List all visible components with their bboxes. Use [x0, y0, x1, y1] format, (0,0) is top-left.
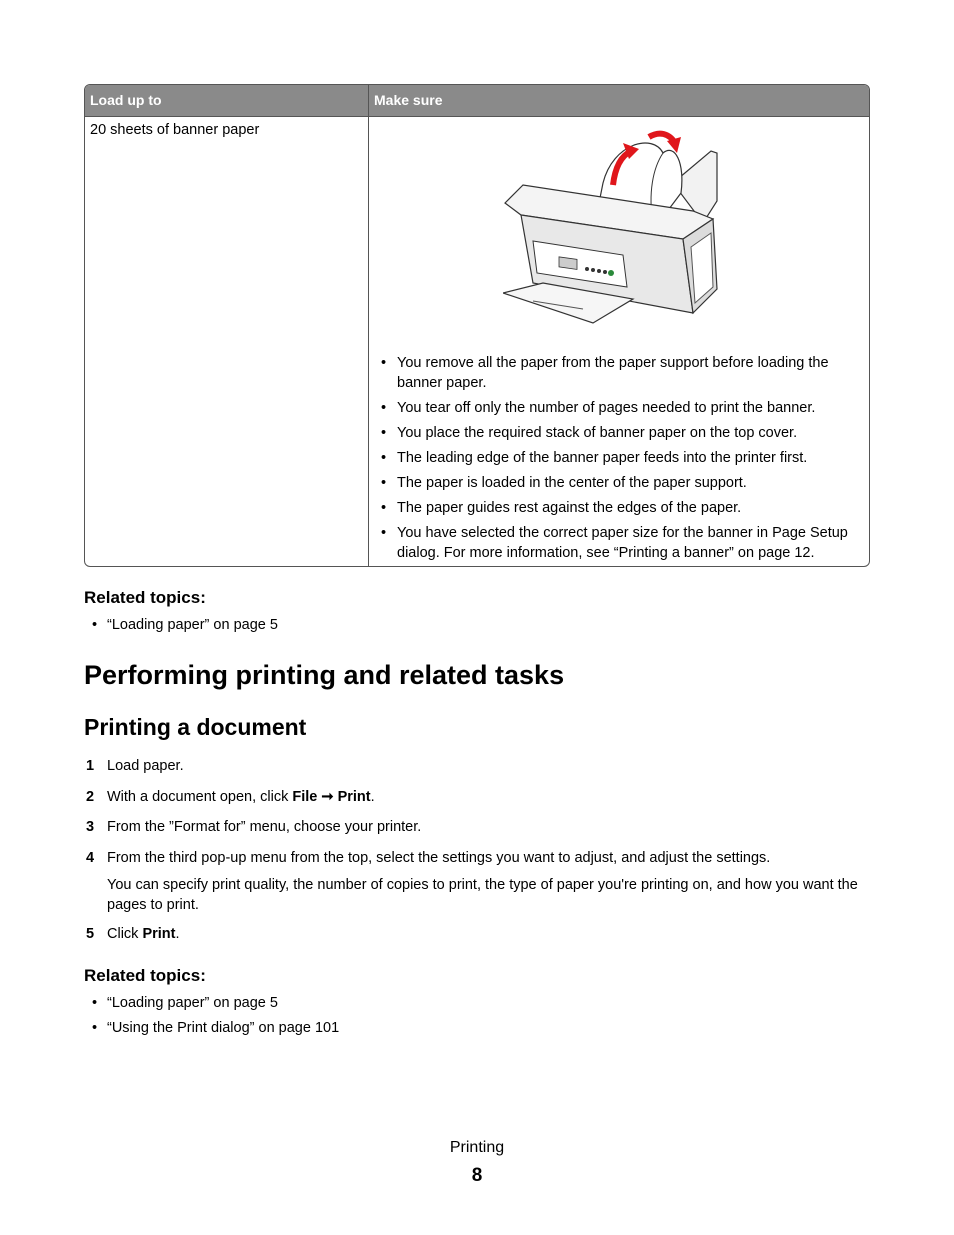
make-sure-list — [381, 353, 870, 567]
list-item: • You have selected the correct paper size for the banner in Page Setup dialog. For more information, see “Printing a banner” on page 12. — [381, 523, 870, 563]
menu-file: File — [292, 789, 318, 805]
step-item — [84, 756, 874, 776]
list-item: • The paper is loaded in the center of the paper support. — [381, 473, 870, 493]
load-up-to-cell: 20 sheets of banner paper — [90, 122, 260, 138]
step-number: 3 — [86, 819, 95, 835]
step-text: With a document open, click — [107, 789, 293, 805]
subsection-title: Printing a document — [84, 714, 307, 740]
related-topics-heading: Related topics: — [84, 588, 206, 607]
footer-chapter: Printing — [449, 1139, 505, 1156]
related-topics-list — [92, 615, 278, 640]
step-text: . — [175, 926, 180, 942]
related-topic-link[interactable]: • “Loading paper” on page 5 — [92, 615, 278, 635]
step-item — [84, 848, 874, 868]
header-make-sure: Make sure — [374, 92, 443, 108]
step-note: You can specify print quality, the number of copies to print, the type of paper you're printing on, and how you want the pages to print. — [107, 877, 858, 913]
header-divider — [85, 116, 869, 117]
steps-list — [84, 756, 874, 944]
page-number: 8 — [471, 1165, 483, 1186]
step-number: 5 — [86, 926, 95, 942]
section-title: Performing printing and related tasks — [84, 660, 565, 690]
list-item: • You place the required stack of banner paper on the top cover. — [381, 423, 870, 443]
printer-banner-illustration — [503, 123, 735, 335]
list-item: • The paper guides rest against the edges of the paper. — [381, 498, 870, 518]
list-item: • You remove all the paper from the paper support before loading the banner paper. — [381, 353, 870, 393]
list-item: • You tear off only the number of pages needed to print the banner. — [381, 398, 870, 418]
step-item — [84, 817, 874, 837]
related-topic-link[interactable]: • “Using the Print dialog” on page 101 — [92, 1018, 339, 1038]
table-header — [85, 85, 869, 116]
step-number: 4 — [86, 850, 95, 866]
step-text: Load paper. — [107, 758, 184, 774]
related-topics-list — [92, 993, 339, 1043]
menu-arrow: ➞ — [317, 789, 338, 805]
header-load-up-to: Load up to — [90, 92, 162, 108]
step-item — [84, 924, 874, 944]
step-number: 1 — [86, 758, 95, 774]
list-item: • The leading edge of the banner paper feeds into the printer first. — [381, 448, 870, 468]
related-topics-heading: Related topics: — [84, 966, 206, 985]
banner-paper-table — [84, 84, 870, 567]
menu-print: Print — [142, 926, 176, 942]
step-number: 2 — [86, 789, 95, 805]
step-item — [84, 787, 874, 807]
step-text: From the ”Format for” menu, choose your printer. — [107, 819, 422, 835]
step-text: From the third pop-up menu from the top, select the settings you want to adjust, and adjust the settings. — [107, 850, 771, 866]
menu-print: Print — [337, 789, 371, 805]
step-text: Click — [107, 926, 143, 942]
related-topic-link[interactable]: • “Loading paper” on page 5 — [92, 993, 339, 1013]
step-text: . — [370, 789, 375, 805]
column-divider — [368, 85, 369, 566]
